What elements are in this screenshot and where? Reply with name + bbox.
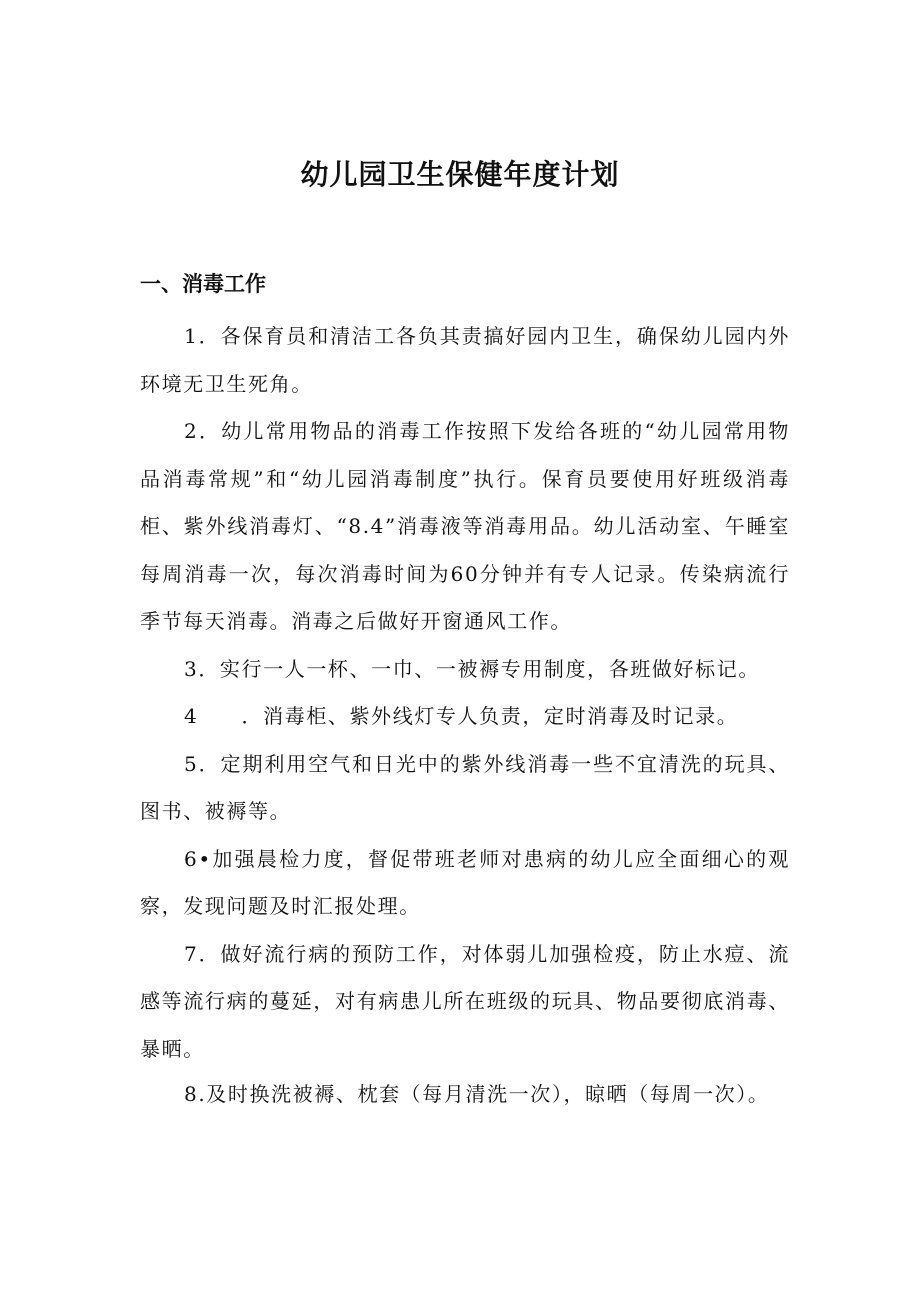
paragraph-6: 6•加强晨检力度，督促带班老师对患病的幼儿应全面细心的观察，发现问题及时汇报处理。 (140, 846, 790, 918)
paragraph-8: 8.及时换洗被褥、枕套（每月清洗一次），晾晒（每周一次）。 (184, 1082, 770, 1106)
page-title: 幼儿园卫生保健年度计划 (300, 158, 620, 191)
body-text (140, 313, 790, 1119)
paragraph-1: 1．各保育员和清洁工各负其责搞好园内卫生，确保幼儿园内外环境无卫生死角。 (140, 324, 790, 396)
paragraph-7: 7．做好流行病的预防工作，对体弱儿加强检疫，防止水痘、流感等流行病的蔓延，对有病患儿所在班级的玩具、物品要彻底消毒、暴晒。 (140, 941, 790, 1061)
paragraph-3: 3．实行一人一杯、一巾、一被褥专用制度，各班做好标记。 (184, 656, 760, 681)
section-heading: 一、消毒工作 (140, 272, 266, 296)
paragraph-2: 2．幼儿常用物品的消毒工作按照下发给各班的“幼儿园常用物品消毒常规”和“幼儿园消毒制度”执行。保育员要使用好班级消毒柜、紫外线消毒灯、“8.4”消毒液等消毒用品。幼儿活动室、午睡室每周消毒一次，每次消毒时间为60分钟并有专人记录。传染病流行季节每天消毒。消毒之后做好开窗通风工作。 (140, 419, 790, 633)
paragraph-5: 5．定期利用空气和日光中的紫外线消毒一些不宜清洗的玩具、图书、被褥等。 (140, 751, 790, 823)
paragraph-4: 4 ．消毒柜、紫外线灯专人负责，定时消毒及时记录。 (184, 704, 739, 728)
